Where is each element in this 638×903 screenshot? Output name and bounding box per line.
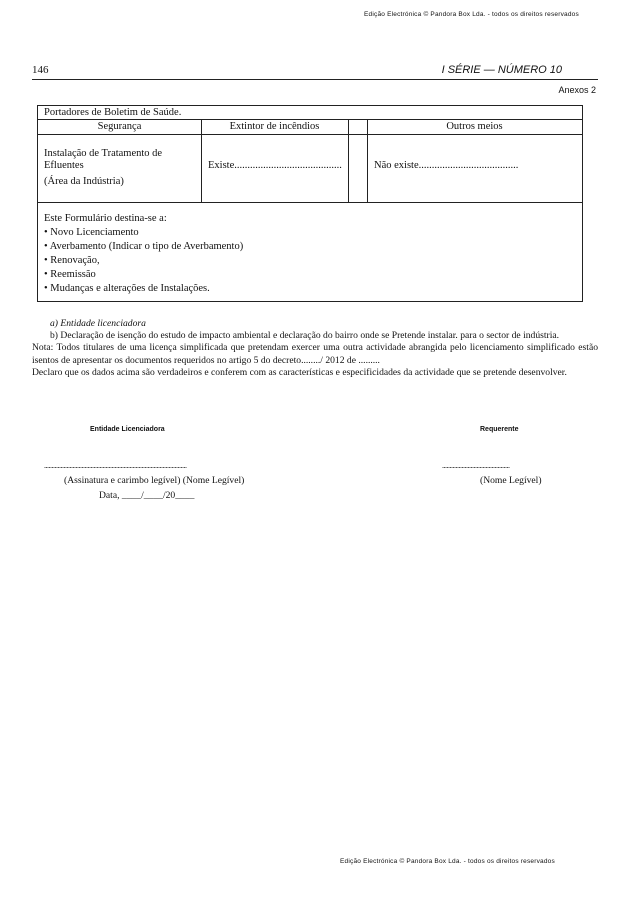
table-hline [38,134,582,135]
signature-title-left: Entidade Licenciadora [90,426,165,433]
row-label-line2: Efluentes [44,160,84,171]
notes-section [32,318,598,379]
purpose-item: • Averbamento (Indicar o tipo de Averbamento) [44,241,244,252]
row-label-line3: (Área da Indústria) [44,176,124,187]
purpose-item: • Renovação, [44,255,100,266]
edition-notice-bottom: Edição Electrónica © Pandora Box Lda. - todos os direitos reservados [340,858,555,865]
series-number: I SÉRIE — NÚMERO 10 [441,64,562,76]
signature-title-right: Requerente [480,426,519,433]
column-extinguisher: Extintor de incêndios [229,121,320,132]
signature-caption-right: (Nome Legível) [480,475,542,486]
note-a: a) Entidade licenciadora [50,318,146,329]
column-other-means: Outros meios [446,121,503,132]
signature-line-left: ............................................................................................... [44,461,187,470]
not-exists-field: Não existe...................................... [374,160,519,171]
declaration: Declaro que os dados acima são verdadeiros e conferem com as características e especificidades da actividade que se pretende desenvolver. [32,366,567,378]
form-table [37,105,583,302]
table-hline [38,202,582,203]
purpose-title: Este Formulário destina-se a: [44,213,167,224]
exists-field: Existe......................................... [208,160,342,171]
note-b: b) Declaração de isenção do estudo de impacto ambiental e declaração do bairro onde se Pretende instalar. para o sector de indústria. [50,330,560,342]
signature-line-right: ............................................. [442,461,510,470]
note-nota: Nota: Todos titulares de uma licença simplificada que pretendam exercer uma outra actividade abrangida pelo licenciamento simplificado estão isentos de apresentar os documentos requeridos no artigo 5 do decreto......../ 2012 de ......... [32,342,598,366]
purpose-item: • Novo Licenciamento [44,227,139,238]
table-vline [348,119,349,203]
annex-label: Anexos 2 [558,85,596,95]
purpose-item: • Reemissão [44,269,96,280]
header-rule [32,79,598,80]
title-row: Portadores de Boletim de Saúde. [44,107,182,118]
row-label-line1: Instalação de Tratamento de [44,148,163,159]
signature-caption-left: (Assinatura e carimbo legível) (Nome Legível) [64,475,245,486]
edition-notice-top: Edição Electrónica © Pandora Box Lda. - todos os direitos reservados [364,11,579,18]
purpose-item: • Mudanças e alterações de Instalações. [44,283,210,294]
date-line: Data, ____/____/20____ [99,490,195,501]
page-number: 146 [32,64,49,76]
column-security: Segurança [97,121,142,132]
